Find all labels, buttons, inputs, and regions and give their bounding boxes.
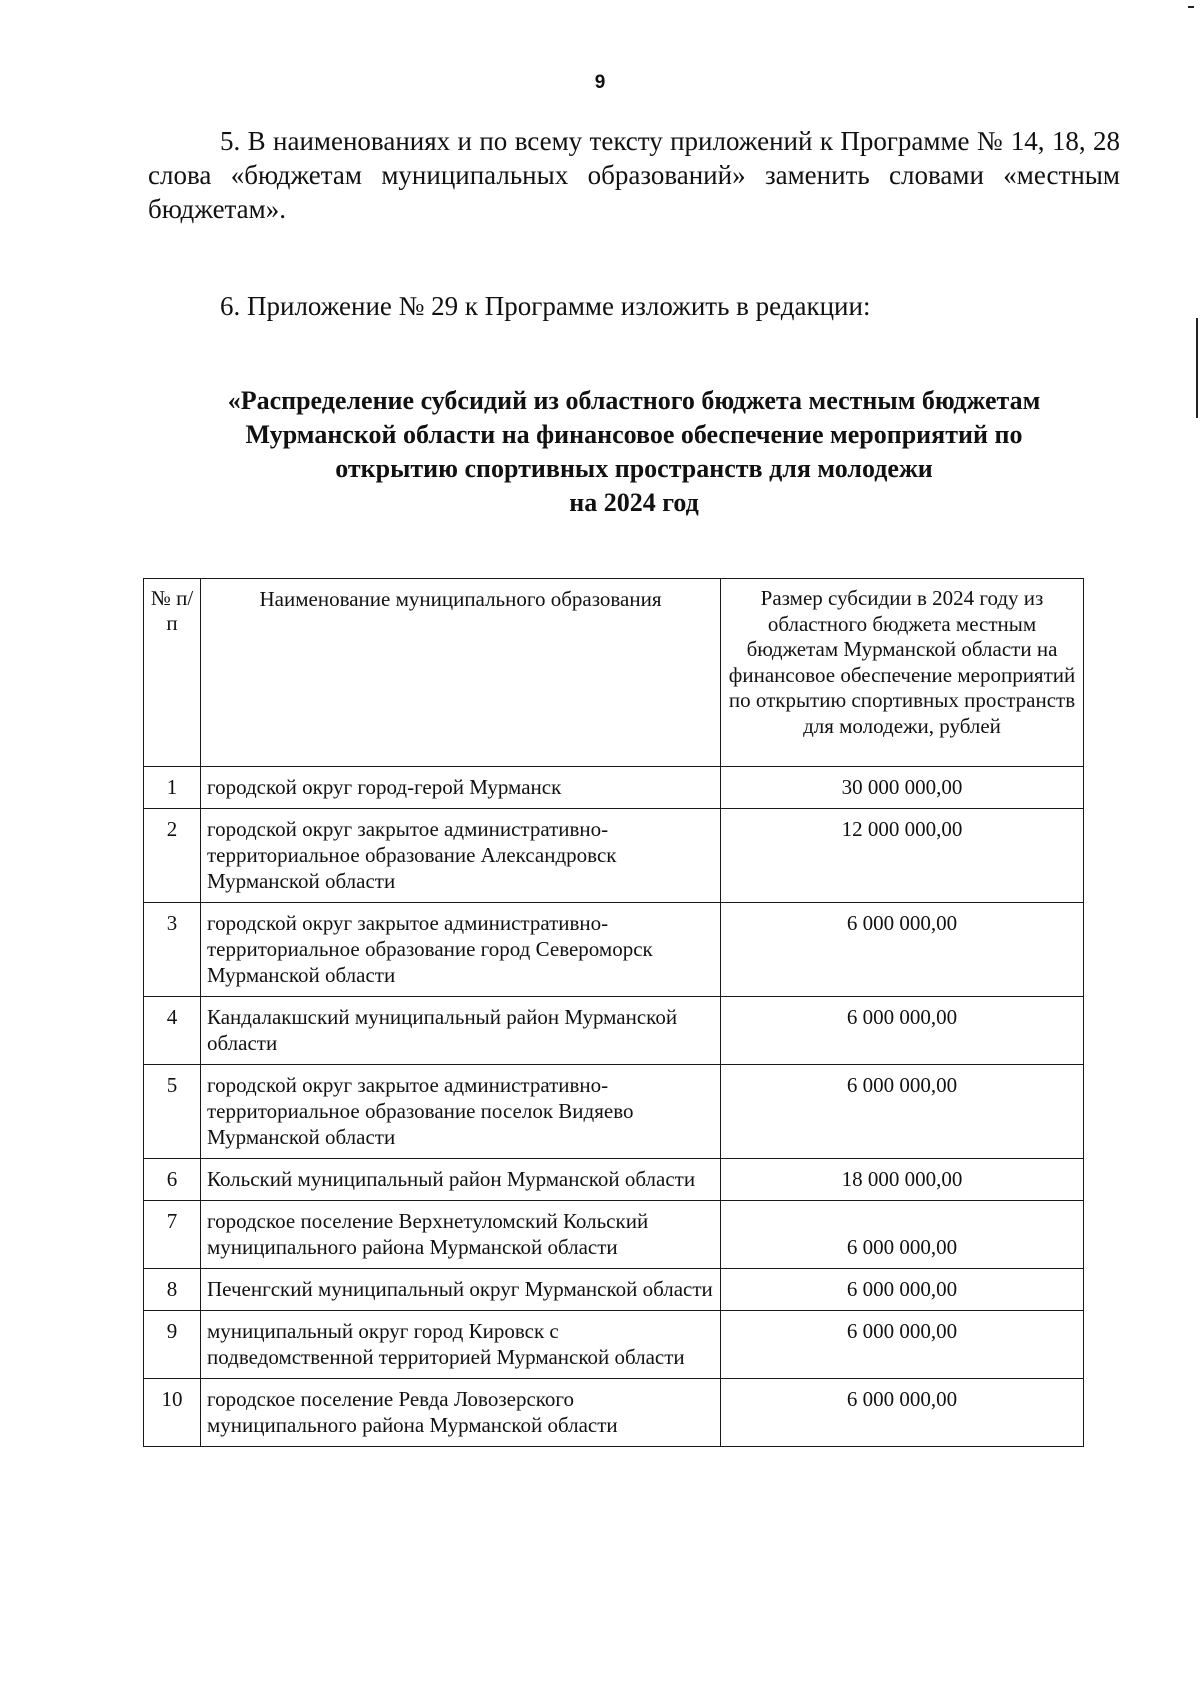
table-row: [144, 1159, 1084, 1201]
row-amount: 6 000 000,00: [721, 903, 1084, 997]
table-row: [144, 997, 1084, 1065]
row-amount: 18 000 000,00: [721, 1159, 1084, 1201]
header-subsidy-amount: Размер субсидии в 2024 году из областного бюджета местным бюджетам Мурманской области на финансовое обеспечение мероприятий по открытию спортивных пространств для молодежи, рублей: [721, 579, 1084, 767]
header-number: № п/п: [144, 579, 201, 767]
appendix-title-line-3: открытию спортивных пространств для молодежи: [335, 454, 933, 483]
appendix-title: [148, 384, 1120, 520]
row-number: 6: [144, 1159, 201, 1201]
paragraph-5: 5. В наименованиях и по всему тексту приложений к Программе № 14, 18, 28 слова «бюджетам муниципальных образований» заменить словами «местным бюджетам».: [148, 126, 1120, 224]
row-amount: 12 000 000,00: [721, 809, 1084, 903]
table-row: [144, 1065, 1084, 1159]
appendix-title-line-2: Мурманской области на финансовое обеспечение мероприятий по: [245, 420, 1023, 449]
page-number: 9: [594, 72, 606, 93]
row-amount: 6 000 000,00: [721, 1201, 1084, 1269]
row-municipality: Кольский муниципальный район Мурманской области: [201, 1159, 721, 1201]
row-number: 3: [144, 903, 201, 997]
row-municipality: городское поселение Ревда Ловозерского муниципального района Мурманской области: [201, 1379, 721, 1447]
table-row: [144, 1269, 1084, 1311]
row-number: 8: [144, 1269, 201, 1311]
table-row: [144, 1201, 1084, 1269]
scan-margin-mark: [1196, 318, 1198, 418]
row-amount: 6 000 000,00: [721, 997, 1084, 1065]
row-municipality: городской округ закрытое административно-территориальное образование город Североморск Мурманской области: [201, 903, 721, 997]
table-row: [144, 1311, 1084, 1379]
row-amount: 6 000 000,00: [721, 1269, 1084, 1311]
row-number: 7: [144, 1201, 201, 1269]
row-number: 2: [144, 809, 201, 903]
row-amount: 6 000 000,00: [721, 1065, 1084, 1159]
table-row: [144, 903, 1084, 997]
row-municipality: городское поселение Верхнетуломский Кольский муниципального района Мурманской области: [201, 1201, 721, 1269]
row-amount: 6 000 000,00: [721, 1311, 1084, 1379]
row-municipality: Кандалакшский муниципальный район Мурманской области: [201, 997, 721, 1065]
subsidy-table: [143, 578, 1084, 1447]
row-municipality: муниципальный округ город Кировск с подведомственной территорией Мурманской области: [201, 1311, 721, 1379]
row-number: 4: [144, 997, 201, 1065]
row-number: 9: [144, 1311, 201, 1379]
header-municipality: Наименование муниципального образования: [201, 579, 721, 767]
row-municipality: городской округ закрытое административно-территориальное образование поселок Видяево Мурманской области: [201, 1065, 721, 1159]
appendix-title-line-1: «Распределение субсидий из областного бюджета местным бюджетам: [227, 386, 1041, 415]
table-row: [144, 809, 1084, 903]
row-municipality: городской округ закрытое административно-территориальное образование Александровск Мурманской области: [201, 809, 721, 903]
row-amount: 30 000 000,00: [721, 767, 1084, 809]
table-row: [144, 767, 1084, 809]
appendix-title-line-4: на 2024 год: [569, 488, 699, 517]
table-header-row: [144, 579, 1084, 767]
row-number: 1: [144, 767, 201, 809]
row-number: 10: [144, 1379, 201, 1447]
row-amount: 6 000 000,00: [721, 1379, 1084, 1447]
row-number: 5: [144, 1065, 201, 1159]
scan-margin-mark: [1188, 6, 1194, 8]
table-row: [144, 1379, 1084, 1447]
row-municipality: Печенгский муниципальный округ Мурманской области: [201, 1269, 721, 1311]
row-municipality: городской округ город-герой Мурманск: [201, 767, 721, 809]
paragraph-6: 6. Приложение № 29 к Программе изложить в редакции:: [220, 291, 871, 321]
